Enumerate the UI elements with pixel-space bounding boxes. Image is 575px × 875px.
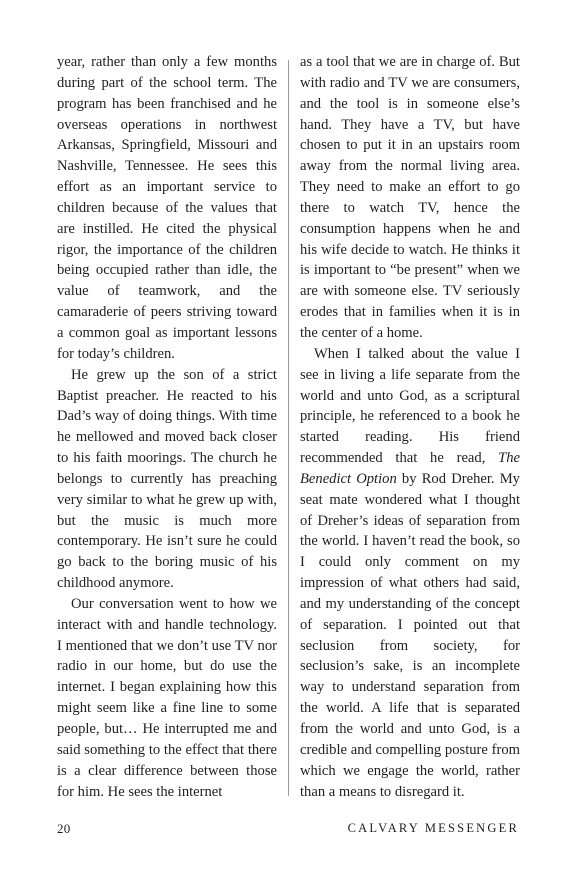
publication-title: CALVARY MESSENGER [347,821,519,835]
paragraph: as a tool that we are in charge of. But with radio and TV we are consumers, and the tool is in someone else’s hand. They have a TV, but have chosen to put it in an upstairs room away from the normal living area. They need to make an effort to go there to watch TV, hence the consumption happens when he and his wife decide to watch. He thinks it is important to “be present” when we are with someone else. TV seriously erodes that in families when it is in the center of a home. [300,54,520,341]
book-title: The Benedict Option [300,450,520,487]
paragraph: Our conversation went to how we interact with and handle technology. I mentioned that we don’t use TV nor radio in our home, but do use the internet. I began explaining how this might seem like a fine line to some people, but… He interrupted me and said something to the effect that there is a clear difference between those for him. He sees the internet [57,595,277,800]
page-number: 20 [57,821,71,836]
paragraph [300,344,520,803]
paragraph: year, rather than only a few months during part of the school term. The program has been franchised and he overseas operations in northwest Arkansas, Springfield, Missouri and Nashville, Tennessee. He sees this effort as an important service to children because of the values that are instilled. He cited the physical rigor, the importance of the children being occupied rather than idle, the value of teamwork, and the camaraderie of peers striving toward a common goal as important lessons for today’s children. [57,54,277,362]
paragraph-text: When I talked about the value I see in living a life separate from the world and unto God, as a scriptural principle, he referenced to a book he started reading. His friend recommended that he read, [300,345,520,467]
left-column [57,52,277,802]
paragraph: He grew up the son of a strict Baptist preacher. He reacted to his Dad’s way of doing things. With time he mellowed and moved back closer to his faith moorings. The church he belongs to currently has preaching very similar to what he grew up with, but the music is much more contemporary. He isn’t sure he could go back to the boring music of his childhood anymore. [57,366,277,592]
column-divider [288,60,289,796]
right-column [300,52,520,802]
paragraph-text: by Rod Dreher. My seat mate wondered what I thought of Dreher’s ideas of separation from the world. I haven’t read the book, so I could only comment on my impression of what others had said, and my understanding of the concept of separation. I pointed out that seclusion from society, for seclusion’s sake, is an incomplete way to understand separation from the world. A life that is separated from the world and unto God, is a credible and compelling posture from which we engage the world, rather than a means to disregard it. [300,470,520,800]
